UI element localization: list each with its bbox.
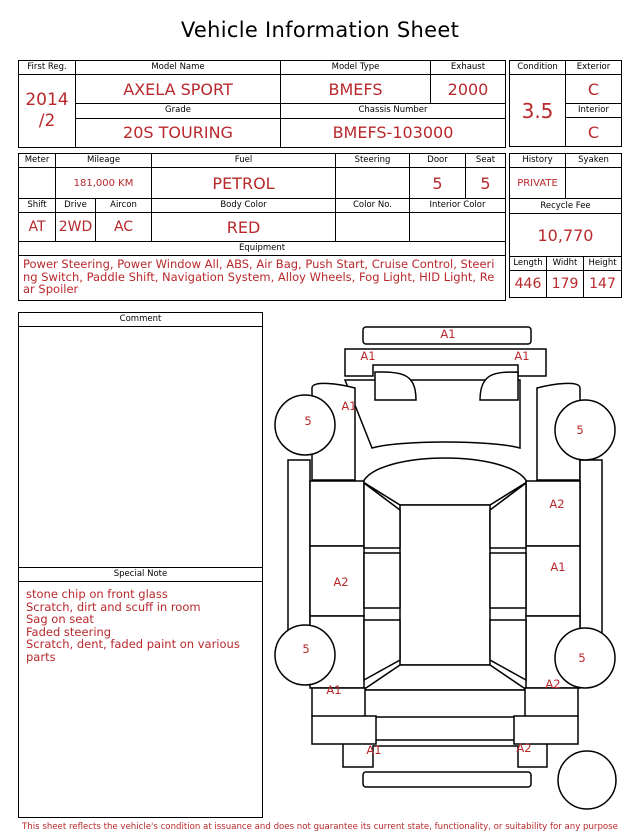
right-rear-quarter-part xyxy=(525,688,578,718)
roof-part xyxy=(400,505,490,665)
grade-label: Grade xyxy=(76,104,281,118)
aircon-value: AC xyxy=(96,213,152,242)
aircon-label: Aircon xyxy=(96,199,152,213)
fuel-value: PETROL xyxy=(152,168,336,199)
first-reg-year: 2014 xyxy=(25,90,69,110)
model-name-label: Model Name xyxy=(76,61,281,75)
mark-rear-right: A2 xyxy=(516,741,532,755)
mark-right-rear-quarter: A2 xyxy=(545,677,561,691)
model-type-label: Model Type xyxy=(281,61,431,75)
chassis-number-value: BMEFS-103000 xyxy=(281,118,506,147)
left-headlight-part xyxy=(375,372,416,400)
rear-glass-part xyxy=(363,665,527,690)
body-color-label: Body Color xyxy=(152,199,336,213)
exterior-value: C xyxy=(566,75,622,104)
shift-label: Shift xyxy=(19,199,56,213)
windshield-part xyxy=(363,458,527,505)
condition-value: 3.5 xyxy=(510,75,566,147)
interior-value: C xyxy=(566,118,622,147)
left-front-door-upper-part xyxy=(310,481,364,546)
mileage-value: 181,000 KM xyxy=(56,168,152,199)
seat-value: 5 xyxy=(466,168,506,199)
door-value: 5 xyxy=(410,168,466,199)
mark-front-right: A1 xyxy=(514,349,530,363)
history-value: PRIVATE xyxy=(510,168,566,199)
mark-tire-rear-left: 5 xyxy=(302,642,310,656)
left-rear-corner-part xyxy=(312,716,376,744)
width-label: Widht xyxy=(547,257,584,271)
spare-tire-part xyxy=(558,751,616,809)
right-rear-corner-part xyxy=(514,716,578,744)
mark-left-front-fender: A1 xyxy=(341,399,357,413)
right-headlight-part xyxy=(480,372,518,400)
interior-color-label: Interior Color xyxy=(410,199,506,213)
mileage-label: Mileage xyxy=(56,154,152,168)
right-rear-window-part xyxy=(490,553,526,608)
exhaust-label: Exhaust xyxy=(431,61,506,75)
meter-label: Meter xyxy=(19,154,56,168)
comment-label: Comment xyxy=(19,313,262,327)
mark-rear-left: A1 xyxy=(366,743,382,757)
trunk-part xyxy=(363,690,527,717)
drive-value: 2WD xyxy=(56,213,96,242)
disclaimer-footer: This sheet reflects the vehicle's condition at issuance and does not guarantee its current state, functionality, or suitability for any purpose xyxy=(22,822,618,832)
mark-tire-front-right: 5 xyxy=(576,423,584,437)
mark-left-door: A2 xyxy=(333,575,349,589)
door-label: Door xyxy=(410,154,466,168)
first-reg-label: First Reg. xyxy=(19,61,76,75)
right-middle-door-part xyxy=(526,546,580,616)
history-label: History xyxy=(510,154,566,168)
mark-left-rear-quarter: A1 xyxy=(326,683,342,697)
chassis-number-label: Chassis Number xyxy=(281,104,506,118)
seat-label: Seat xyxy=(466,154,506,168)
right-rocker-part xyxy=(580,460,602,640)
height-value: 147 xyxy=(584,271,622,298)
right-front-door-part xyxy=(526,481,580,546)
body-color-value: RED xyxy=(152,213,336,242)
special-note-item: Faded steering xyxy=(26,624,112,639)
syaken-label: Syaken xyxy=(566,154,622,168)
model-name-value: AXELA SPORT xyxy=(76,75,281,104)
recycle-fee-value: 10,770 xyxy=(510,214,622,257)
mark-tire-front-left: 5 xyxy=(304,414,312,428)
mark-tire-rear-right: 5 xyxy=(578,651,586,665)
equipment-value: Power Steering, Power Window All, ABS, Air Bag, Push Start, Cruise Control, Steering Switch, Paddle Shift, Navigation System, Alloy Wheels, Fog Light, HID Light, Rear Spoiler xyxy=(19,256,506,301)
special-note-item: Sag on seat xyxy=(26,612,94,626)
special-note-item: stone chip on front glass xyxy=(26,587,168,601)
mark-front-bumper: A1 xyxy=(440,327,456,341)
page-title: Vehicle Information Sheet xyxy=(180,18,460,42)
special-note-item: Scratch, dent, faded paint on various parts xyxy=(26,637,240,664)
first-reg-month: /2 xyxy=(38,111,56,131)
equipment-label: Equipment xyxy=(19,242,506,256)
steering-label: Steering xyxy=(336,154,410,168)
interior-label: Interior xyxy=(566,104,622,118)
left-rocker-part xyxy=(288,460,310,640)
width-value: 179 xyxy=(547,271,584,298)
mark-front-left: A1 xyxy=(360,349,376,363)
length-value: 446 xyxy=(510,271,547,298)
mark-right-rear-door: A1 xyxy=(550,560,566,574)
left-rear-window-part xyxy=(364,553,400,608)
height-label: Height xyxy=(584,257,622,271)
recycle-fee-label: Recycle Fee xyxy=(510,199,622,214)
mark-right-front-door: A2 xyxy=(549,497,565,511)
shift-value: AT xyxy=(19,213,56,242)
special-note-label: Special Note xyxy=(19,567,262,582)
length-label: Length xyxy=(510,257,547,271)
grade-value: 20S TOURING xyxy=(76,118,281,147)
condition-label: Condition xyxy=(510,61,566,75)
special-note-item: Scratch, dirt and scuff in room xyxy=(26,599,201,614)
color-no-label: Color No. xyxy=(336,199,410,213)
tire-front-right-part xyxy=(555,400,615,460)
fuel-label: Fuel xyxy=(152,154,336,168)
rear-bumper-part xyxy=(363,772,531,787)
exterior-label: Exterior xyxy=(566,61,622,75)
exhaust-value: 2000 xyxy=(431,75,506,104)
drive-label: Drive xyxy=(56,199,96,213)
model-type-value: BMEFS xyxy=(281,75,431,104)
